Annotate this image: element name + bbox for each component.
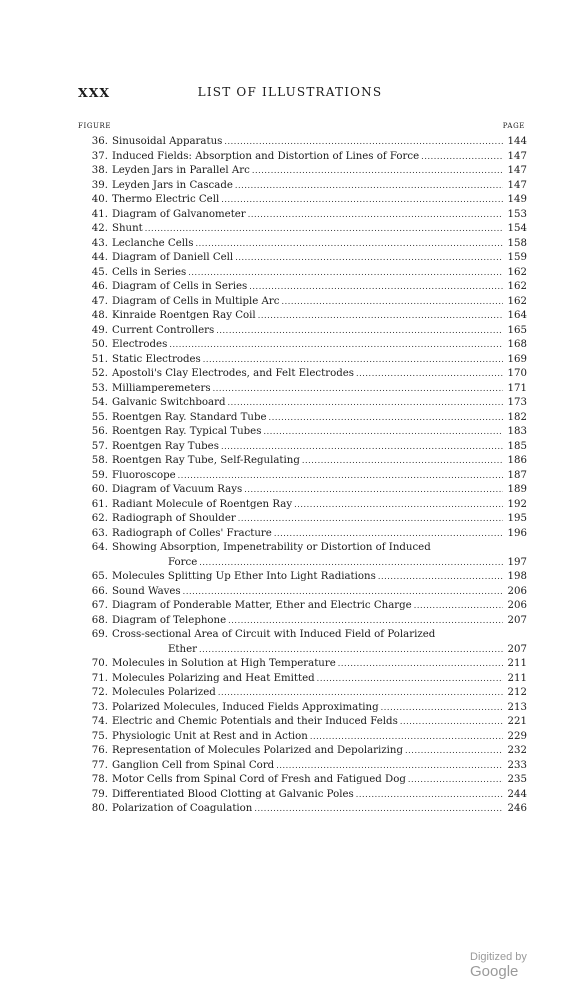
dot-leader bbox=[213, 383, 503, 394]
page-reference: 185 bbox=[507, 440, 527, 452]
watermark-brand: Google bbox=[470, 963, 519, 980]
figure-number: 50. bbox=[91, 339, 108, 350]
figure-number: 41. bbox=[91, 208, 108, 220]
figure-title: Cross-sectional Area of Circuit with Induced Field of Polarized bbox=[112, 629, 436, 640]
figure-number: 55. bbox=[91, 411, 108, 423]
figure-number: 57. bbox=[91, 440, 108, 452]
list-item bbox=[78, 354, 527, 369]
dot-leader bbox=[338, 658, 503, 669]
column-heading-figure: FIGURE bbox=[78, 122, 112, 130]
page-reference: 162 bbox=[507, 295, 527, 307]
list-item bbox=[78, 615, 527, 630]
list-item bbox=[78, 426, 527, 441]
page-reference: 189 bbox=[507, 484, 527, 495]
figure-title: Ganglion Cell from Spinal Cord bbox=[112, 759, 275, 771]
illustrations-list bbox=[78, 136, 527, 818]
page-reference: 206 bbox=[507, 585, 527, 597]
list-item bbox=[78, 774, 527, 789]
figure-number: 37. bbox=[91, 150, 108, 162]
page-reference: 221 bbox=[507, 716, 527, 727]
dot-leader bbox=[254, 803, 503, 814]
figure-number: 45. bbox=[91, 266, 108, 278]
page-reference: 171 bbox=[507, 382, 527, 394]
column-heading-page: PAGE bbox=[502, 122, 525, 130]
figure-number: 52. bbox=[91, 368, 108, 379]
page-reference: 207 bbox=[507, 643, 527, 655]
page-reference: 207 bbox=[507, 614, 527, 626]
list-item bbox=[78, 673, 527, 688]
figure-title: Induced Fields: Absorption and Distortion of Lines of Force bbox=[112, 150, 420, 162]
list-item bbox=[78, 629, 527, 644]
page-reference: 244 bbox=[507, 788, 527, 800]
page-reference: 187 bbox=[507, 469, 527, 481]
figure-number: 64. bbox=[91, 542, 108, 553]
list-item bbox=[78, 687, 527, 702]
page-header bbox=[78, 85, 502, 101]
figure-title: Diagram of Cells in Multiple Arc bbox=[112, 295, 280, 307]
list-item bbox=[78, 600, 527, 615]
list-item bbox=[78, 745, 527, 760]
list-item bbox=[78, 383, 527, 398]
list-item bbox=[78, 151, 527, 166]
dot-leader bbox=[356, 368, 503, 379]
figure-number: 49. bbox=[91, 324, 108, 336]
figure-title: Radiograph of Colles' Fracture bbox=[112, 527, 272, 539]
figure-number: 53. bbox=[91, 382, 108, 394]
list-item bbox=[78, 223, 527, 238]
figure-number: 46. bbox=[91, 281, 108, 292]
figure-title: Galvanic Switchboard bbox=[112, 397, 226, 408]
dot-leader bbox=[302, 455, 503, 466]
page-reference: 144 bbox=[507, 136, 527, 147]
page-title: LIST OF ILLUSTRATIONS bbox=[197, 85, 383, 99]
list-item bbox=[78, 513, 527, 528]
page-reference: 246 bbox=[507, 803, 527, 814]
dot-leader bbox=[252, 165, 503, 176]
page-reference: 173 bbox=[507, 397, 527, 408]
dot-leader bbox=[414, 600, 503, 611]
figure-title: Roentgen Ray Tubes bbox=[112, 440, 219, 452]
figure-number: 69. bbox=[91, 629, 108, 640]
figure-title: Electric and Chemic Potentials and their Induced Felds bbox=[112, 716, 398, 727]
dot-leader bbox=[249, 281, 503, 292]
figure-number: 56. bbox=[91, 426, 108, 437]
dot-leader bbox=[199, 644, 503, 655]
page-reference: 154 bbox=[507, 223, 527, 234]
figure-title: Sinusoidal Apparatus bbox=[112, 136, 223, 147]
figure-number: 76. bbox=[91, 745, 108, 756]
list-item bbox=[78, 165, 527, 180]
dot-leader bbox=[235, 180, 503, 191]
list-item bbox=[78, 702, 527, 717]
dot-leader bbox=[310, 731, 503, 742]
dot-leader bbox=[263, 426, 503, 437]
figure-title: Cells in Series bbox=[112, 266, 187, 278]
list-item bbox=[78, 339, 527, 354]
page-reference: 162 bbox=[507, 281, 527, 292]
figure-number: 43. bbox=[91, 237, 108, 249]
dot-leader bbox=[221, 194, 503, 205]
dot-leader bbox=[258, 310, 503, 321]
figure-number: 61. bbox=[91, 498, 108, 510]
page-reference: 153 bbox=[507, 208, 527, 220]
page-reference: 195 bbox=[507, 513, 527, 524]
page-reference: 212 bbox=[507, 687, 527, 698]
figure-number: 36. bbox=[91, 136, 108, 147]
figure-title: Diagram of Vacuum Rays bbox=[112, 484, 243, 495]
list-item bbox=[78, 412, 527, 427]
list-item bbox=[78, 542, 527, 557]
figure-number: 40. bbox=[91, 194, 108, 205]
figure-number: 48. bbox=[91, 310, 108, 321]
list-item bbox=[78, 586, 527, 601]
page-reference: 235 bbox=[507, 774, 527, 785]
figure-number: 70. bbox=[91, 658, 108, 669]
figure-title: Motor Cells from Spinal Cord of Fresh and Fatigued Dog bbox=[112, 774, 406, 785]
figure-number: 68. bbox=[91, 614, 108, 626]
page-reference: 198 bbox=[507, 571, 527, 582]
dot-leader bbox=[356, 789, 503, 800]
dot-leader bbox=[221, 441, 503, 452]
dot-leader bbox=[381, 702, 503, 713]
page-reference: 232 bbox=[507, 745, 527, 756]
figure-title: Roentgen Ray Tube, Self-Regulating bbox=[112, 455, 300, 466]
page-number: XXX bbox=[78, 85, 111, 100]
page-reference: 213 bbox=[507, 701, 527, 713]
list-item bbox=[78, 397, 527, 412]
page-reference: 169 bbox=[507, 353, 527, 365]
figure-number: 51. bbox=[91, 353, 108, 365]
dot-leader bbox=[145, 223, 503, 234]
dot-leader bbox=[274, 528, 503, 539]
figure-title: Leyden Jars in Parallel Arc bbox=[112, 165, 250, 176]
figure-number: 66. bbox=[91, 585, 108, 597]
figure-title: Roentgen Ray. Standard Tube bbox=[112, 411, 267, 423]
page-reference: 158 bbox=[507, 237, 527, 249]
figure-title: Fluoroscope bbox=[112, 469, 176, 481]
figure-title: Differentiated Blood Clotting at Galvanic Poles bbox=[112, 788, 354, 800]
page-reference: 165 bbox=[507, 324, 527, 336]
page-reference: 182 bbox=[507, 411, 527, 423]
page-reference: 206 bbox=[507, 600, 527, 611]
list-item bbox=[78, 368, 527, 383]
dot-leader bbox=[183, 586, 503, 597]
dot-leader bbox=[228, 397, 503, 408]
figure-title: Molecules Polarizing and Heat Emitted bbox=[112, 672, 315, 684]
dot-leader bbox=[228, 615, 503, 626]
figure-title-continuation: Force bbox=[168, 556, 198, 568]
figure-number: 65. bbox=[91, 571, 108, 582]
list-item bbox=[78, 803, 527, 818]
figure-title: Thermo Electric Cell bbox=[112, 194, 220, 205]
page-reference: 197 bbox=[507, 556, 527, 568]
dot-leader bbox=[169, 339, 503, 350]
dot-leader bbox=[408, 774, 503, 785]
figure-number: 74. bbox=[91, 716, 108, 727]
list-item bbox=[78, 238, 527, 253]
figure-title: Molecules Splitting Up Ether Into Light Radiations bbox=[112, 571, 376, 582]
figure-title: Molecules in Solution at High Temperature bbox=[112, 658, 336, 669]
page-reference: 164 bbox=[507, 310, 527, 321]
dot-leader bbox=[421, 151, 503, 162]
list-item bbox=[78, 252, 527, 267]
dot-leader bbox=[317, 673, 503, 684]
page-reference: 196 bbox=[507, 527, 527, 539]
figure-number: 73. bbox=[91, 701, 108, 713]
figure-title: Apostoli's Clay Electrodes, and Felt Electrodes bbox=[112, 368, 354, 379]
figure-number: 75. bbox=[91, 730, 108, 742]
figure-title: Molecules Polarized bbox=[112, 687, 216, 698]
page-reference: 147 bbox=[507, 179, 527, 191]
list-item bbox=[78, 528, 527, 543]
figure-title: Polarization of Coagulation bbox=[112, 803, 253, 814]
page-reference: 229 bbox=[507, 730, 527, 742]
figure-title: Current Controllers bbox=[112, 324, 215, 336]
page-reference: 147 bbox=[507, 150, 527, 162]
figure-title: Diagram of Telephone bbox=[112, 614, 227, 626]
dot-leader bbox=[276, 760, 503, 771]
figure-title: Leclanche Cells bbox=[112, 237, 194, 249]
figure-title: Diagram of Galvanometer bbox=[112, 208, 246, 220]
figure-title: Diagram of Daniell Cell bbox=[112, 252, 234, 263]
list-item bbox=[78, 789, 527, 804]
dot-leader bbox=[216, 325, 503, 336]
dot-leader bbox=[224, 136, 503, 147]
figure-title: Electrodes bbox=[112, 339, 168, 350]
list-item bbox=[78, 267, 527, 282]
figure-title: Shunt bbox=[112, 223, 143, 234]
page-reference: 149 bbox=[507, 194, 527, 205]
list-item bbox=[78, 470, 527, 485]
list-item bbox=[78, 325, 527, 340]
list-item bbox=[78, 760, 527, 775]
figure-title: Sound Waves bbox=[112, 585, 181, 597]
dot-leader bbox=[235, 252, 503, 263]
dot-leader bbox=[378, 571, 503, 582]
dot-leader bbox=[218, 687, 503, 698]
figure-title: Showing Absorption, Impenetrability or Distortion of Induced bbox=[112, 542, 431, 553]
page-reference: 211 bbox=[507, 672, 527, 684]
figure-number: 47. bbox=[91, 295, 108, 307]
list-item bbox=[78, 136, 527, 151]
list-item bbox=[78, 716, 527, 731]
figure-number: 39. bbox=[91, 179, 108, 191]
figure-title: Diagram of Ponderable Matter, Ether and Electric Charge bbox=[112, 600, 412, 611]
list-item bbox=[78, 194, 527, 209]
dot-leader bbox=[199, 557, 503, 568]
list-item bbox=[78, 499, 527, 514]
page-reference: 162 bbox=[507, 266, 527, 278]
list-item bbox=[78, 209, 527, 224]
page-reference: 159 bbox=[507, 252, 527, 263]
dot-leader bbox=[188, 267, 503, 278]
figure-title: Radiograph of Shoulder bbox=[112, 513, 236, 524]
list-item bbox=[78, 180, 527, 195]
figure-title: Milliamperemeters bbox=[112, 382, 211, 394]
figure-title: Static Electrodes bbox=[112, 353, 201, 365]
figure-number: 60. bbox=[91, 484, 108, 495]
figure-number: 71. bbox=[91, 672, 108, 684]
figure-number: 79. bbox=[91, 788, 108, 800]
dot-leader bbox=[400, 716, 503, 727]
digitized-watermark bbox=[470, 951, 575, 980]
page-reference: 147 bbox=[507, 165, 527, 176]
list-item bbox=[78, 281, 527, 296]
list-item bbox=[78, 484, 527, 499]
figure-title: Radiant Molecule of Roentgen Ray bbox=[112, 498, 293, 510]
figure-number: 78. bbox=[91, 774, 108, 785]
figure-number: 62. bbox=[91, 513, 108, 524]
page-reference: 211 bbox=[507, 658, 527, 669]
list-item bbox=[78, 441, 527, 456]
figure-number: 54. bbox=[91, 397, 108, 408]
dot-leader bbox=[405, 745, 503, 756]
figure-number: 72. bbox=[91, 687, 108, 698]
figure-title: Roentgen Ray. Typical Tubes bbox=[112, 426, 262, 437]
figure-number: 80. bbox=[91, 803, 108, 814]
dot-leader bbox=[281, 296, 503, 307]
list-item bbox=[78, 296, 527, 311]
figure-title: Physiologic Unit at Rest and in Action bbox=[112, 730, 308, 742]
figure-title: Kinraide Roentgen Ray Coil bbox=[112, 310, 256, 321]
dot-leader bbox=[269, 412, 503, 423]
figure-title: Diagram of Cells in Series bbox=[112, 281, 248, 292]
list-item bbox=[78, 658, 527, 673]
list-item-continuation bbox=[78, 557, 527, 572]
list-item bbox=[78, 455, 527, 470]
page-reference: 168 bbox=[507, 339, 527, 350]
page-reference: 183 bbox=[507, 426, 527, 437]
dot-leader bbox=[244, 484, 503, 495]
figure-number: 63. bbox=[91, 527, 108, 539]
figure-number: 58. bbox=[91, 455, 108, 466]
list-item-continuation bbox=[78, 644, 527, 659]
page-reference: 192 bbox=[507, 498, 527, 510]
figure-number: 38. bbox=[91, 165, 108, 176]
figure-title: Representation of Molecules Polarized and Depolarizing bbox=[112, 745, 404, 756]
dot-leader bbox=[294, 499, 503, 510]
figure-title-continuation: Ether bbox=[168, 643, 197, 655]
dot-leader bbox=[196, 238, 504, 249]
figure-number: 59. bbox=[91, 469, 108, 481]
page-reference: 233 bbox=[507, 759, 527, 771]
figure-number: 44. bbox=[91, 252, 108, 263]
dot-leader bbox=[203, 354, 503, 365]
figure-title: Polarized Molecules, Induced Fields Approximating bbox=[112, 701, 379, 713]
dot-leader bbox=[248, 209, 503, 220]
list-item bbox=[78, 571, 527, 586]
page-reference: 170 bbox=[507, 368, 527, 379]
figure-title: Leyden Jars in Cascade bbox=[112, 179, 233, 191]
list-item bbox=[78, 310, 527, 325]
list-item bbox=[78, 731, 527, 746]
page-reference: 186 bbox=[507, 455, 527, 466]
watermark-prefix: Digitized by bbox=[470, 951, 527, 963]
figure-number: 77. bbox=[91, 759, 108, 771]
dot-leader bbox=[238, 513, 503, 524]
figure-number: 67. bbox=[91, 600, 108, 611]
dot-leader bbox=[178, 470, 503, 481]
figure-number: 42. bbox=[91, 223, 108, 234]
